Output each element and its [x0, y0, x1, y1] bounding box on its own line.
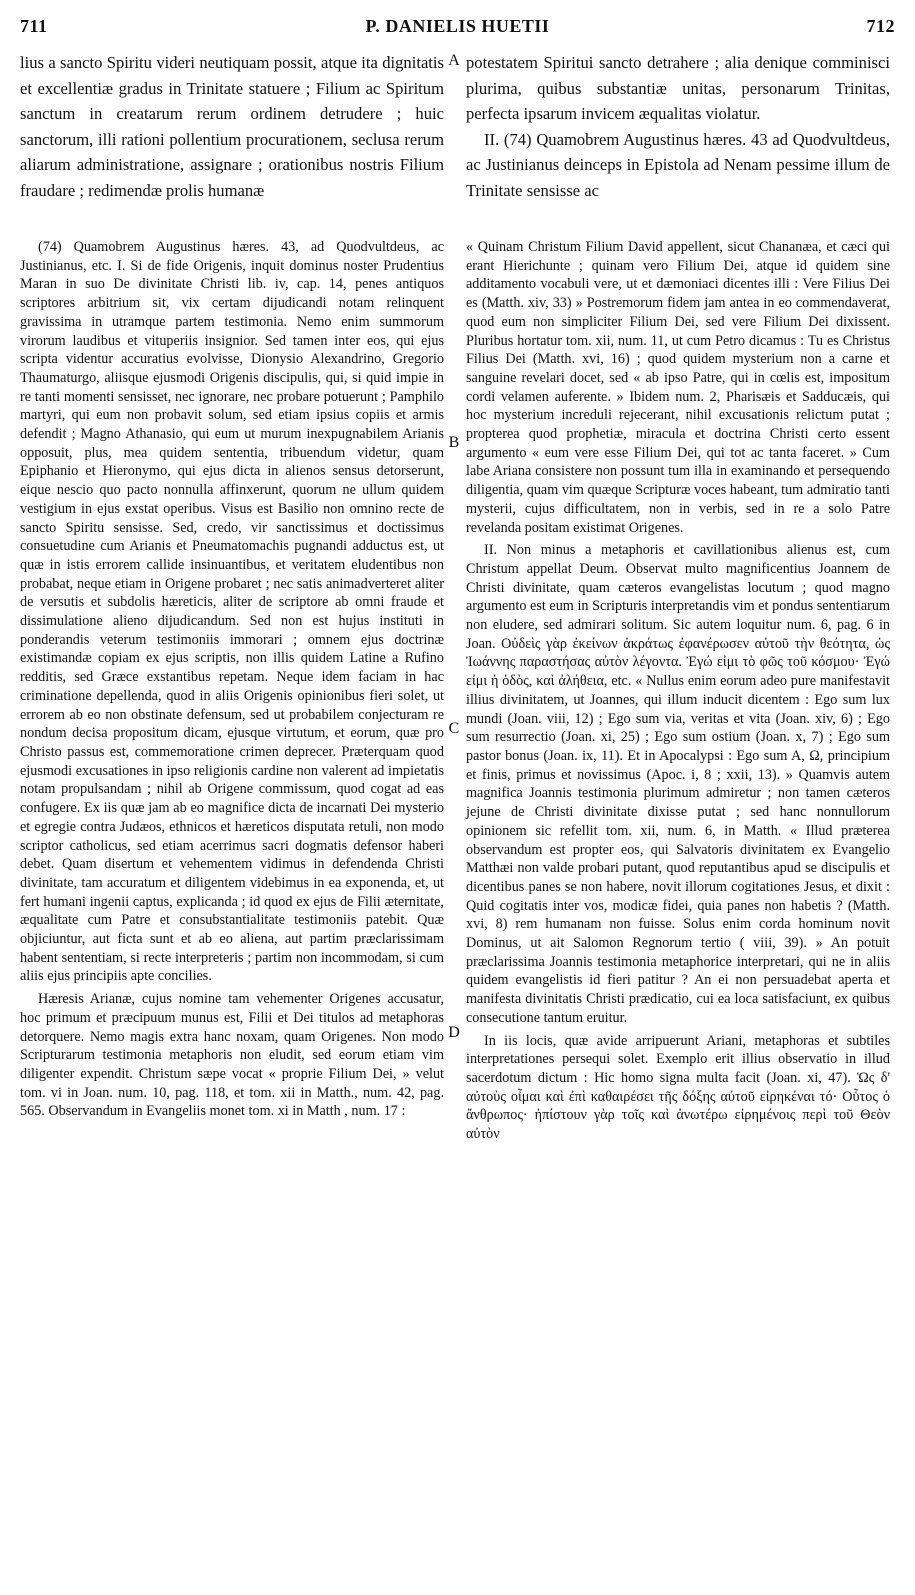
footnote-paragraph: Hæresis Arianæ, cujus nomine tam vehementer Origenes accusatur, hoc primum et præcipuum munus est, Filii et Dei titulos ad metaphoras detorquere. Nemo magis extra hanc noxam, quam Origenes. Non modo Scripturarum testimonia metaphoris non eludit, sed eorum etiam vim diligenter expendit. Christum sæpe vocat « proprie Filium Dei, » velut tom. vi in Joan. num. 10, pag. 118, et tom. xii in Matth., num. 42, pag. 565. Observandum in Evangeliis monet tom. xi in Matth , num. 17 :	[20, 991, 444, 1120]
margin-marker-a: A	[448, 52, 460, 69]
main-text-paragraph: potestatem Spiritui sancto detrahere ; alia denique comminisci plurima, quibus substantiæ unitas, personarum Trinitas, perfecta ipsarum invicem æqualitas violatur.	[466, 53, 890, 124]
footnote-paragraph: (74) Quamobrem Augustinus hæres. 43, ad Quodvultdeus, ac Justinianus, etc. I. Si de fide Origenis, inquit dominus noster Prudentius Maran in suo De divinitate Christi lib. iv, cap. 14, penes antiquos scriptores arbitrium sit, vix certam dijudicandi notam relinquent gravissima in utramque partem testimonia. Nemo enim summorum virorum laudibus et vituperiis insignior. Sed tamen inter eos, qui ejus scripta videntur accuratius evolvisse, Dionysio Alexandrino, Gregorio Thaumaturgo, aliisque ejusmodi Origenis discipulis, qui, si quid impie in re tanti momenti sensisset, nec ignorare, nec probare potuerunt ; Pamphilo martyri, qui eum non probavit solum, sed etiam ipsius copiis et armis defendit ; Magno Athanasio, qui eum ut murum inexpugnabilem Arianis opposuit, plus, mea quidem sententia, tribuendum videtur, quam Epiphanio et Hieronymo, qui ejus dicta in alienos sensus detorserunt, eique nescio quo pacto nonnulla affinxerunt, quorum ne ullum quidem vestigium in ejus exstat operibus. Visus est Basilio non omnino recte de sancto Spiritu sensisse. Sed, credo, vir sanctissimus et doctissimus consuetudine cum Arianis et Pneumatomachis pugnandi adductus est, ut quæ in istis errorem callide insinuantibus, et veritatem eludentibus non probabat, neque etiam in Origene probaret ; nec satis animadverteret aliter de versutis et subdolis hæreticis, aliter de scriptore ab omni fraude et dissimulatione alieno dijudicandum. Sed non est hujus instituti in ponderandis veterum testimoniis immorari ; omnem ejus doctrinæ existimandæ copiam ex ejus scriptis, non illis quidem Latine a Rufino redditis, sed Græce exstantibus repetam. Neque idem faciam in hac criminatione depellenda, quod in aliis Origenis opinionibus fieri solet, ut errorem ab eo non obstinate defensum, sed ut probabilem conjecturam re nondum decisa propositum dicam, ejusque virtutum, et eorum, quæ pro Christo passus est, commemoratione crimen deprecer. Præterquam quod ejusmodi excusationes in ipso religionis cardine non valerent ad impietatis notam propulsandam ; nihil ab Origene commissum, quod cogat ad eas confugere. Ex iis quæ jam ab eo magnifice dicta de incarnati Dei mysterio et egregie contra Judæos, ethnicos et hæreticos disputata retuli, non modo scriptor catholicus, sed etiam acerrimus sacri dogmatis defensor haberi debet. Quam disertum et vehementem vidimus in defendenda Christi divinitate, tam accuratum et diligentem videbimus in ea exponenda, et, ut fert humani ingenii captus, explicanda ; id quod ex ejus de Filii æternitate, æqualitate cum Patre et consubstantialitate testimoniis patebit. Quæ objiciuntur, aut ficta sunt et ab eo aliena, aut partim præclarissimam habent sententiam, si recte interpreteris ; partim non incommodam, si cum aliis ejus principiis apte concilies.	[20, 239, 444, 985]
running-header	[14, 16, 901, 42]
margin-marker-c: C	[448, 720, 460, 737]
footnote-paragraph: « Quinam Christum Filium David appellent, sicut Chananæa, et cæci qui erant Hierichunte ; quinam vero Filium Dei, atque id quidem sine additamento vocabuli vere, ut et dæmoniaci dicentes illi : Vere Filius Dei es (Matth. xiv, 33) » Postremorum fidem jam antea in eo commendaverat, quod eum non simpliciter Filium Dei, sed vere Filium Dei dixissent. Pluribus hortatur tom. xii, num. 11, ut cum Petro dicamus : Tu es Christus Filius Dei (Matth. xvi, 16) ; quod quidem mysterium non a carne et sanguine revelari docet, sed « ab ipso Patre, qui in cœlis est, impositum cordi velamen auferente. » Ibidem num. 2, Pharisæis et Sadducæis, qui hoc mysterium increduli rejecerant, nihil excusationis relictum putat ; propterea quod prophetiæ, miracula et doctrina Christi certo essent argumento « eum vere esse Filium Dei, qui tot ac tanta faceret. » Cum labe Ariana consistere non possunt tum illa in examinando et persequendo diligentia, quam vim quæque Scripturæ voces habeant, tum admiratio tanti mysterii, cujus difficultatem, non in verbis, sed in re a solo Patre revelanda positam existimat Origenes.	[466, 239, 890, 536]
page-number-left: 711	[20, 16, 48, 36]
footnote-paragraph: II. Non minus a metaphoris et cavillationibus alienus est, cum Christum appellat Deum. Observat multo magnificentius Joannem de Christi divinitate, quam cæteros evangelistas locutum ; quod magno argumento est eum in Scripturis interpretandis vim et pondus sententiarum non eludere, sed admirari solitum. Sic autem loquitur num. 6, pag. 6 in Joan. Οὐδεὶς γὰρ ἐκείνων ἀκράτως ἐφανέρωσεν αὐτοῦ τὴν θεότητα, ὡς Ἰωάννης παραστήσας αὐτὸν λέγοντα. Ἐγώ εἰμι τὸ φῶς τοῦ κόσμου· Ἐγώ εἰμι ἡ ὁδὸς, καὶ ἀλήθεια, etc. « Nullus enim eorum adeo pure manifestavit illius divinitatem, ut Joannes, qui illum inducit dicentem : Ego sum lux mundi (Joan. viii, 12) ; Ego sum via, veritas et vita (Joan. xiv, 6) ; Ego sum resurrectio (Joan. xi, 25) ; Ego sum ostium (Joan. x, 7) ; Ego sum pastor bonus (Joan. ix, 11). Et in Apocalypsi : Ego sum A, Ω, principium et finis, primus et novissimus (Apoc. i, 8 ; xxii, 13). » Quamvis autem magnifica Joannis testimonia plurimum admiretur ; non tamen cæteros jejune de Christi divinitate dixisse putat ; sed hanc nonnullorum opinionem sic refellit tom. xii, num. 6, in Matth. « Illud præterea observandum est propter eos, qui Salvatoris divinitatem ex Evangelio Matthæi non valde probari putant, quod reputantibus apud se discipulis et dicentibus panes se non habere, novit illorum cogitationes Jesus, et dixit : Quid cogitatis inter vos, modicæ fidei, quia panes non habetis ? (Matth. xvi, 8) rem humanam non fuisse. Solus enim corda hominum novit Dominus, ut ait Salomon Regnorum tertio ( viii, 39). » An potuit præclarissima Joannis testimonia metaphorice interpretari, qui ne in aliis quidem evangelistis id fieri patitur ? An ei non persuadebat aperta et manifesta divinitatis Christi prædicatio, cui ea loca satisfaciunt, ex quibus consecutione tantum eruitur.	[466, 542, 890, 1026]
main-text-paragraph: lius a sancto Spiritu videri neutiquam possit, atque ita dignitatis et excellentiæ gradus in Trinitate statuere ; Filium ac Spiritum sanctum in creatarum rerum ordinem detrudere ; huic sanctorum, illi rationi pollentium procurationem, seclusa rerum aliarum administratione, assignare ; orationibus nostris Filium fraudare ; redimendæ prolis humanæ	[20, 53, 444, 200]
footnote-right-column	[466, 238, 890, 1144]
main-text-right-column	[466, 50, 890, 204]
margin-marker-d: D	[448, 1024, 460, 1041]
footnote-left-column	[20, 238, 444, 1121]
page-number-right: 712	[866, 16, 895, 36]
main-text-paragraph: II. (74) Quamobrem Augustinus hæres. 43 ad Quodvultdeus, ac Justinianus deinceps in Epistola ad Nenam pessime illum de Trinitate sensisse ac	[466, 129, 890, 200]
main-text-left-column	[20, 50, 444, 204]
running-title: P. DANIELIS HUETII	[365, 16, 550, 36]
footnote-paragraph: In iis locis, quæ avide arripuerunt Ariani, metaphoras et subtiles interpretationes persequi solet. Exemplo erit illius observatio in illud sacerdotum dictum : Hic homo signa multa facit (Joan. xi, 47). Ὡς δ' αὐτοὺς οἶμαι καὶ ἐπὶ καθαιρέσει τῆς δόξης αὐτοῦ εἰρηκέναι τό· Οὗτος ὁ ἄνθρωπος· ἠπίστουν γὰρ τοῖς καὶ ἀνωτέρω εἰρημένοις περὶ τοῦ Θεὸν αὐτὸν	[466, 1032, 890, 1143]
margin-marker-b: B	[448, 434, 460, 451]
